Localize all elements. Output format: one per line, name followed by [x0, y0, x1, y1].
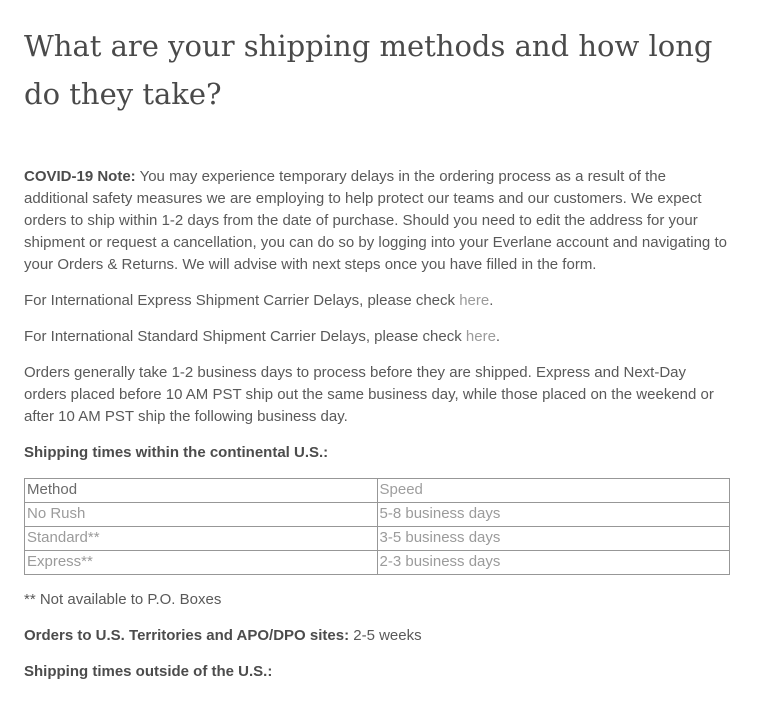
territories-label: Orders to U.S. Territories and APO/DPO sites:: [24, 627, 350, 644]
express-delays-here-link[interactable]: here: [459, 292, 490, 309]
express-delays-period: .: [489, 292, 494, 309]
po-box-footnote: ** Not available to P.O. Boxes: [24, 591, 222, 608]
standard-delays-text: For International Standard Shipment Carrier Delays, please check: [24, 328, 466, 345]
speed-cell: 5-8 business days: [377, 503, 730, 527]
express-delays-text: For International Express Shipment Carrier Delays, please check: [24, 292, 460, 309]
standard-delays-period: .: [495, 328, 501, 345]
territories-paragraph: [24, 625, 730, 647]
outside-us-shipping-times-heading: Shipping times outside of the U.S.:: [24, 663, 273, 680]
covid-note-paragraph: [24, 166, 730, 276]
method-cell: No Rush: [25, 503, 378, 527]
page-title: [24, 22, 730, 118]
table-header-row: [25, 479, 730, 503]
covid-note-label: COVID-19 Note:: [24, 168, 136, 185]
speed-cell: 2-3 business days: [377, 551, 730, 575]
processing-paragraph: Orders generally take 1-2 business days to process before they are shipped. Express and Next-Day orders placed before 10 AM PST ship out the same business day, while those placed on the weekend or after 10 AM PST ship the following business day.: [24, 364, 714, 425]
table-header-speed: Speed: [377, 479, 730, 503]
express-delays-paragraph: [24, 290, 730, 312]
shipping-times-table: [24, 478, 730, 575]
table-header-method: Method: [25, 479, 378, 503]
territories-value: 2-5 weeks: [349, 627, 422, 644]
page-title-line-2: do they take?: [24, 77, 222, 111]
method-cell: Standard**: [25, 527, 378, 551]
page-title-line-1: What are your shipping methods and how long: [24, 29, 713, 63]
table-row: [25, 527, 730, 551]
speed-cell: 3-5 business days: [377, 527, 730, 551]
method-cell: Express**: [25, 551, 378, 575]
standard-delays-here-link[interactable]: here: [465, 328, 496, 345]
us-shipping-times-heading: Shipping times within the continental U.S.:: [24, 444, 329, 461]
standard-delays-paragraph: [24, 326, 730, 348]
covid-note-text: You may experience temporary delays in the ordering process as a result of the additional safety measures we are employing to help protect our teams and our customers. We expect orders to ship within 1-2 days from the date of purchase. Should you need to edit the address for your shipment or request a cancellation, you can do so by logging into your Everlane account and navigating to your Orders & Returns. We will advise with next steps once you have filled in the form.: [24, 168, 727, 273]
table-row: [25, 551, 730, 575]
table-row: [25, 503, 730, 527]
